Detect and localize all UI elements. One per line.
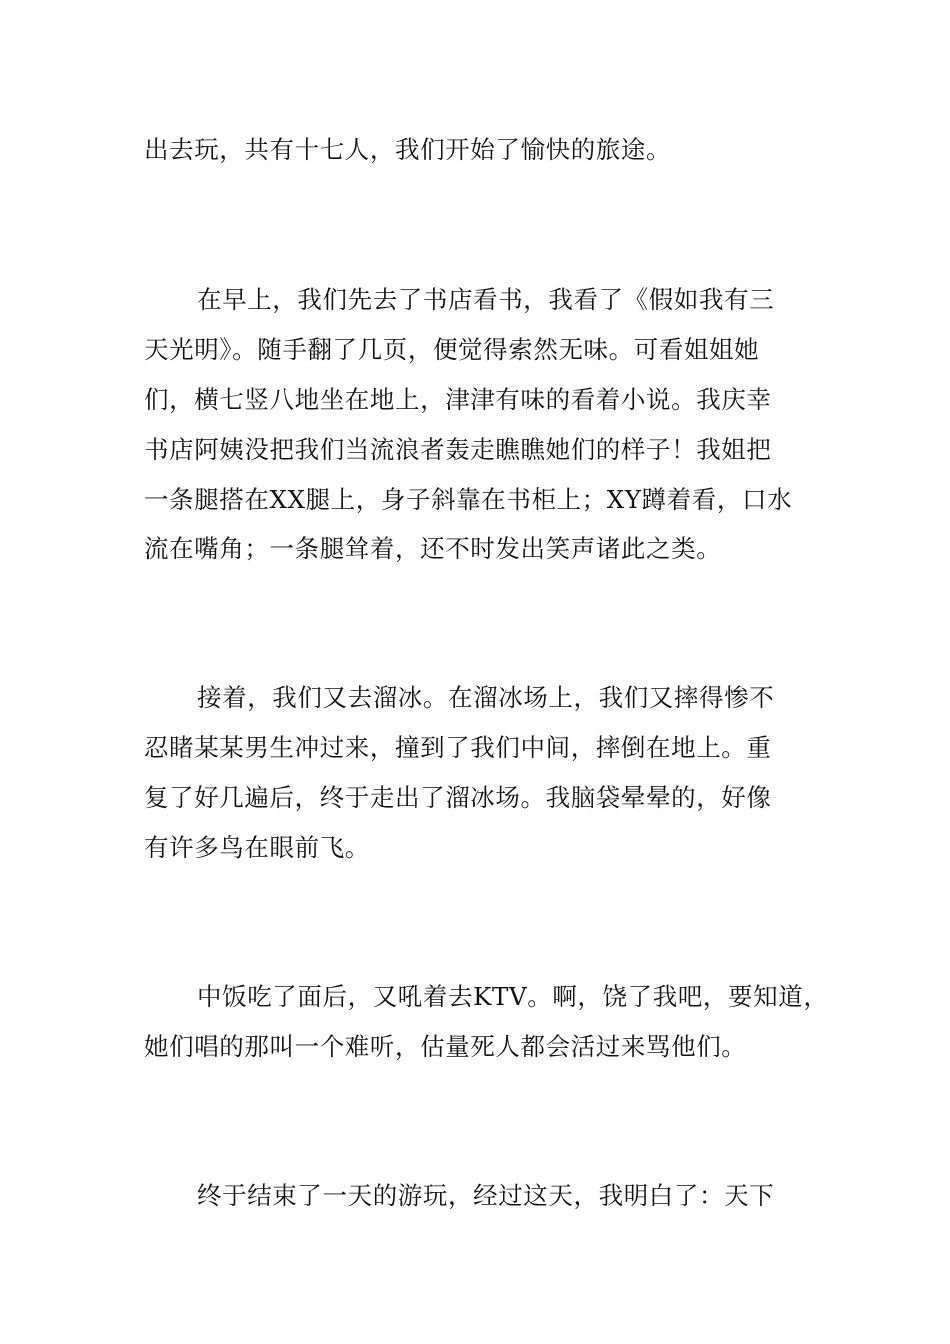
text-line: 天光明》。随手翻了几页，便觉得索然无味。可看姐姐她 (144, 335, 760, 364)
text-line: 在早上，我们先去了书店看书，我看了《假如我有三 (197, 285, 775, 314)
text-line: 终于结束了一天的游玩，经过这天，我明白了：天下 (197, 1181, 775, 1210)
text-line: 接着，我们又去溜冰。在溜冰场上，我们又摔得惨不 (197, 683, 775, 712)
text-line: 们，横七竖八地坐在地上，津津有味的看着小说。我庆幸 (144, 385, 772, 414)
text-line: 有许多鸟在眼前飞。 (144, 833, 370, 862)
text-line: 忍睹某某男生冲过来，撞到了我们中间，摔倒在地上。重 (144, 733, 772, 762)
text-line: 一条腿搭在XX腿上，身子斜靠在书柜上；XY蹲着看，口水 (144, 485, 793, 514)
text-line: 复了好几遍后，终于走出了溜冰场。我脑袋晕晕的，好像 (144, 783, 772, 812)
text-line: 书店阿姨没把我们当流浪者轰走瞧瞧她们的样子！我姐把 (144, 435, 772, 464)
text-line: 出去玩，共有十七人，我们开始了愉快的旅途。 (144, 135, 672, 164)
text-line: 中饭吃了面后，又吼着去KTV。啊，饶了我吧，要知道， (197, 982, 829, 1011)
text-line: 她们唱的那叫一个难听，估量死人都会活过来骂他们。 (144, 1032, 747, 1061)
text-line: 流在嘴角；一条腿耸着，还不时发出笑声诸此之类。 (144, 534, 722, 563)
